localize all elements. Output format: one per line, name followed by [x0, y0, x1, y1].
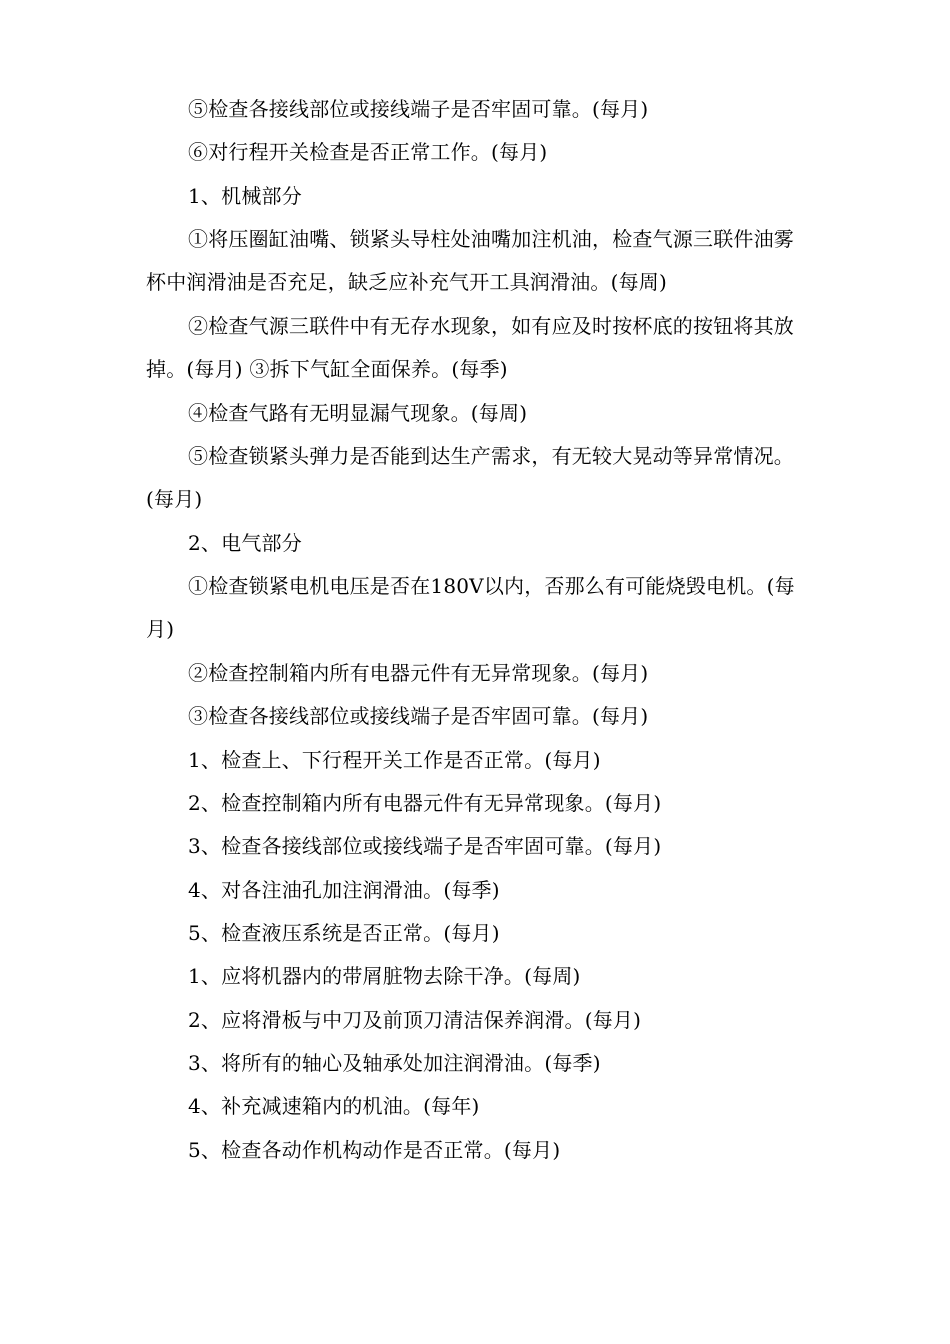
- section-heading: 1、机械部分: [188, 184, 302, 208]
- list-item: 5、检查液压系统是否正常。(每月): [188, 921, 500, 945]
- paragraph: ①将压圈缸油嘴、锁紧头导柱处油嘴加注机油，检查气源三联件油雾杯中润滑油是否充足，缺乏应补充气开工具润滑油。(每周): [146, 227, 794, 295]
- list-item: 1、应将机器内的带屑脏物去除干净。(每周): [188, 964, 581, 988]
- list-item: 2、应将滑板与中刀及前顶刀清洁保养润滑。(每月): [188, 1008, 642, 1032]
- list-item: 3、检查各接线部位或接线端子是否牢固可靠。(每月): [188, 834, 662, 858]
- paragraph: ①检查锁紧电机电压是否在180V以内，否那么有可能烧毁电机。(每月): [146, 574, 795, 642]
- list-item: 2、检查控制箱内所有电器元件有无异常现象。(每月): [188, 791, 662, 815]
- list-item: 4、补充减速箱内的机油。(每年): [188, 1094, 480, 1118]
- paragraph: ⑤检查各接线部位或接线端子是否牢固可靠。(每月): [188, 97, 649, 121]
- paragraph: ③检查各接线部位或接线端子是否牢固可靠。(每月): [188, 704, 649, 728]
- paragraph: ④检查气路有无明显漏气现象。(每周): [188, 401, 528, 425]
- section-heading: 2、电气部分: [188, 531, 302, 555]
- list-item: 5、检查各动作机构动作是否正常。(每月): [188, 1138, 561, 1162]
- paragraph: ⑤检查锁紧头弹力是否能到达生产需求，有无较大晃动等异常情况。(每月): [146, 444, 794, 512]
- list-item: 1、检查上、下行程开关工作是否正常。(每月): [188, 748, 601, 772]
- paragraph: ②检查控制箱内所有电器元件有无异常现象。(每月): [188, 661, 649, 685]
- list-item: 3、将所有的轴心及轴承处加注润滑油。(每季): [188, 1051, 601, 1075]
- list-item: 4、对各注油孔加注润滑油。(每季): [188, 878, 500, 902]
- paragraph: ⑥对行程开关检查是否正常工作。(每月): [188, 140, 548, 164]
- paragraph: ②检查气源三联件中有无存水现象，如有应及时按杯底的按钮将其放掉。(每月) ③拆下气缸全面保养。(每季): [146, 314, 794, 382]
